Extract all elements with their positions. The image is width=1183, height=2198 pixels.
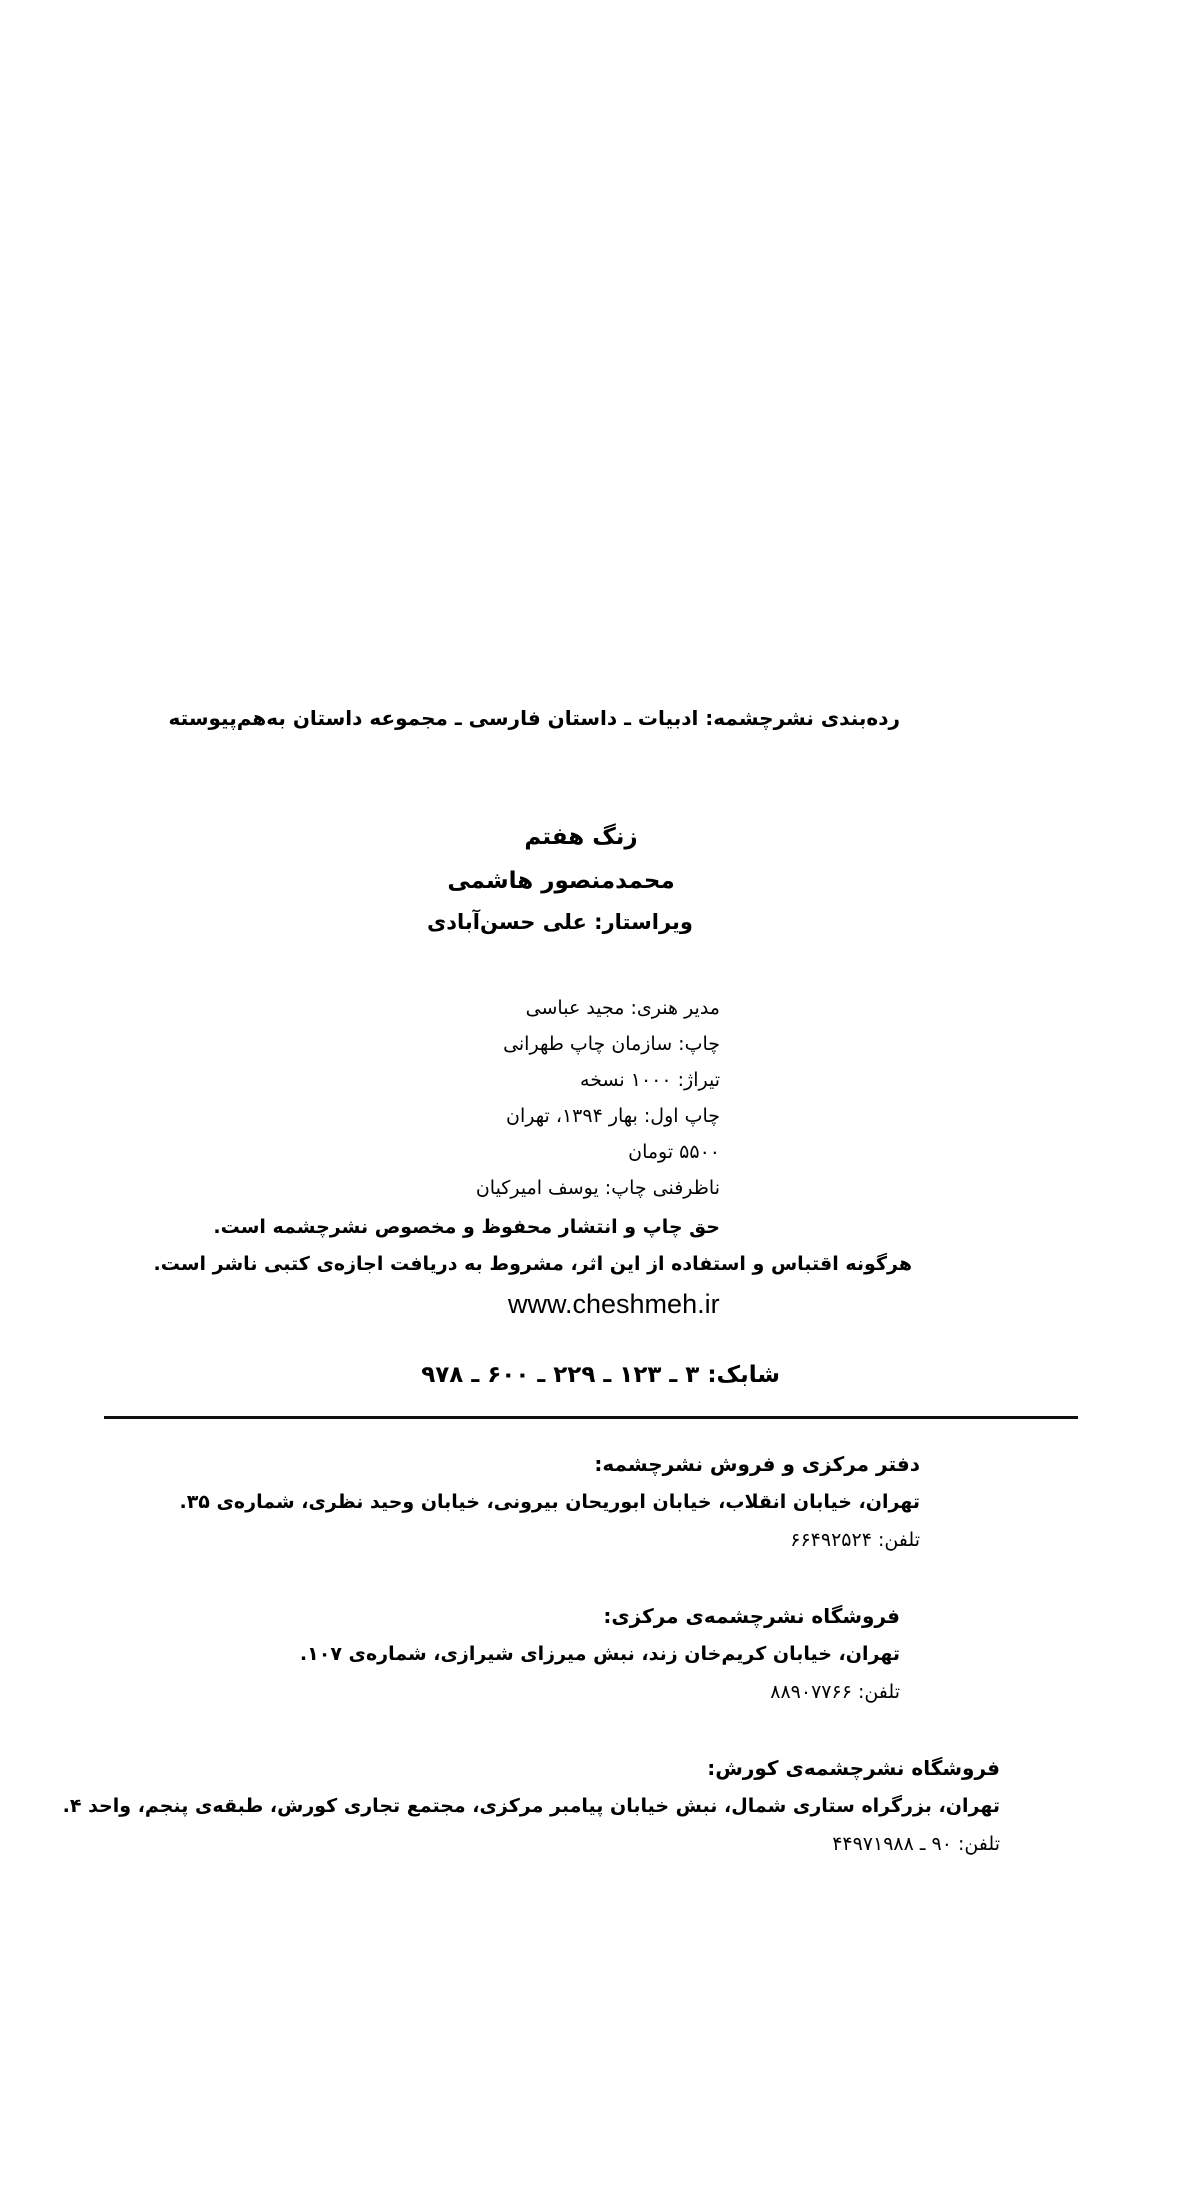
credit-print-run: تیراژ: ۱۰۰۰ نسخه	[580, 1069, 720, 1091]
book-editor: ویراستار: علی حسن‌آبادی	[427, 910, 693, 934]
credit-art-director: مدیر هنری: مجید عباسی	[525, 997, 720, 1019]
location-address: تهران، خیابان کریم‌خان زند، نبش میرزای شیرازی، شماره‌ی ۱۰۷.	[299, 1643, 900, 1665]
isbn: شابک: ۳ ـ ۱۲۳ ـ ۲۲۹ ـ ۶۰۰ ـ ۹۷۸	[421, 1362, 780, 1388]
copyright-notice: حق چاپ و انتشار محفوظ و مخصوص نشرچشمه است.	[213, 1216, 720, 1238]
classification-line: رده‌بندی نشرچشمه: ادبیات ـ داستان فارسی ـ مجموعه داستان به‌هم‌پیوسته	[168, 706, 900, 730]
production-credits	[300, 990, 720, 1206]
location-address: تهران، بزرگراه ستاری شمال، نبش خیابان پیامبر مرکزی، مجتمع تجاری کورش، طبقه‌ی پنجم، واحد ۴.	[62, 1795, 1000, 1817]
usage-terms: هرگونه اقتباس و استفاده از این اثر، مشروط به دریافت اجازه‌ی کتبی ناشر است.	[153, 1253, 912, 1275]
location-phone: تلفن: ۹۰ ـ ۴۴۹۷۱۹۸۸	[832, 1833, 1000, 1855]
location-central-store	[299, 1597, 900, 1711]
location-heading: دفتر مرکزی و فروش نشرچشمه:	[594, 1452, 920, 1476]
publisher-website: www.cheshmeh.ir	[508, 1289, 720, 1319]
location-phone: تلفن: ۶۶۴۹۲۵۲۴	[790, 1529, 920, 1551]
location-phone: تلفن: ۸۸۹۰۷۷۶۶	[770, 1681, 900, 1703]
credit-printer: چاپ: سازمان چاپ طهرانی	[503, 1033, 720, 1055]
location-heading: فروشگاه نشرچشمه‌ی کورش:	[707, 1756, 1000, 1780]
location-kourosh-store	[62, 1749, 1000, 1863]
section-divider	[104, 1416, 1078, 1419]
book-title: زنگ هفتم	[524, 824, 638, 850]
credit-first-edition: چاپ اول: بهار ۱۳۹۴، تهران	[506, 1105, 720, 1127]
location-address: تهران، خیابان انقلاب، خیابان ابوریحان بیرونی، خیابان وحید نظری، شماره‌ی ۳۵.	[179, 1491, 920, 1513]
location-central-office	[179, 1445, 920, 1559]
book-author: محمدمنصور هاشمی	[447, 868, 675, 894]
credit-price: ۵۵۰۰ تومان	[628, 1141, 720, 1163]
location-heading: فروشگاه نشرچشمه‌ی مرکزی:	[603, 1604, 900, 1628]
credit-print-supervisor: ناظرفنی چاپ: یوسف امیرکیان	[475, 1177, 720, 1199]
